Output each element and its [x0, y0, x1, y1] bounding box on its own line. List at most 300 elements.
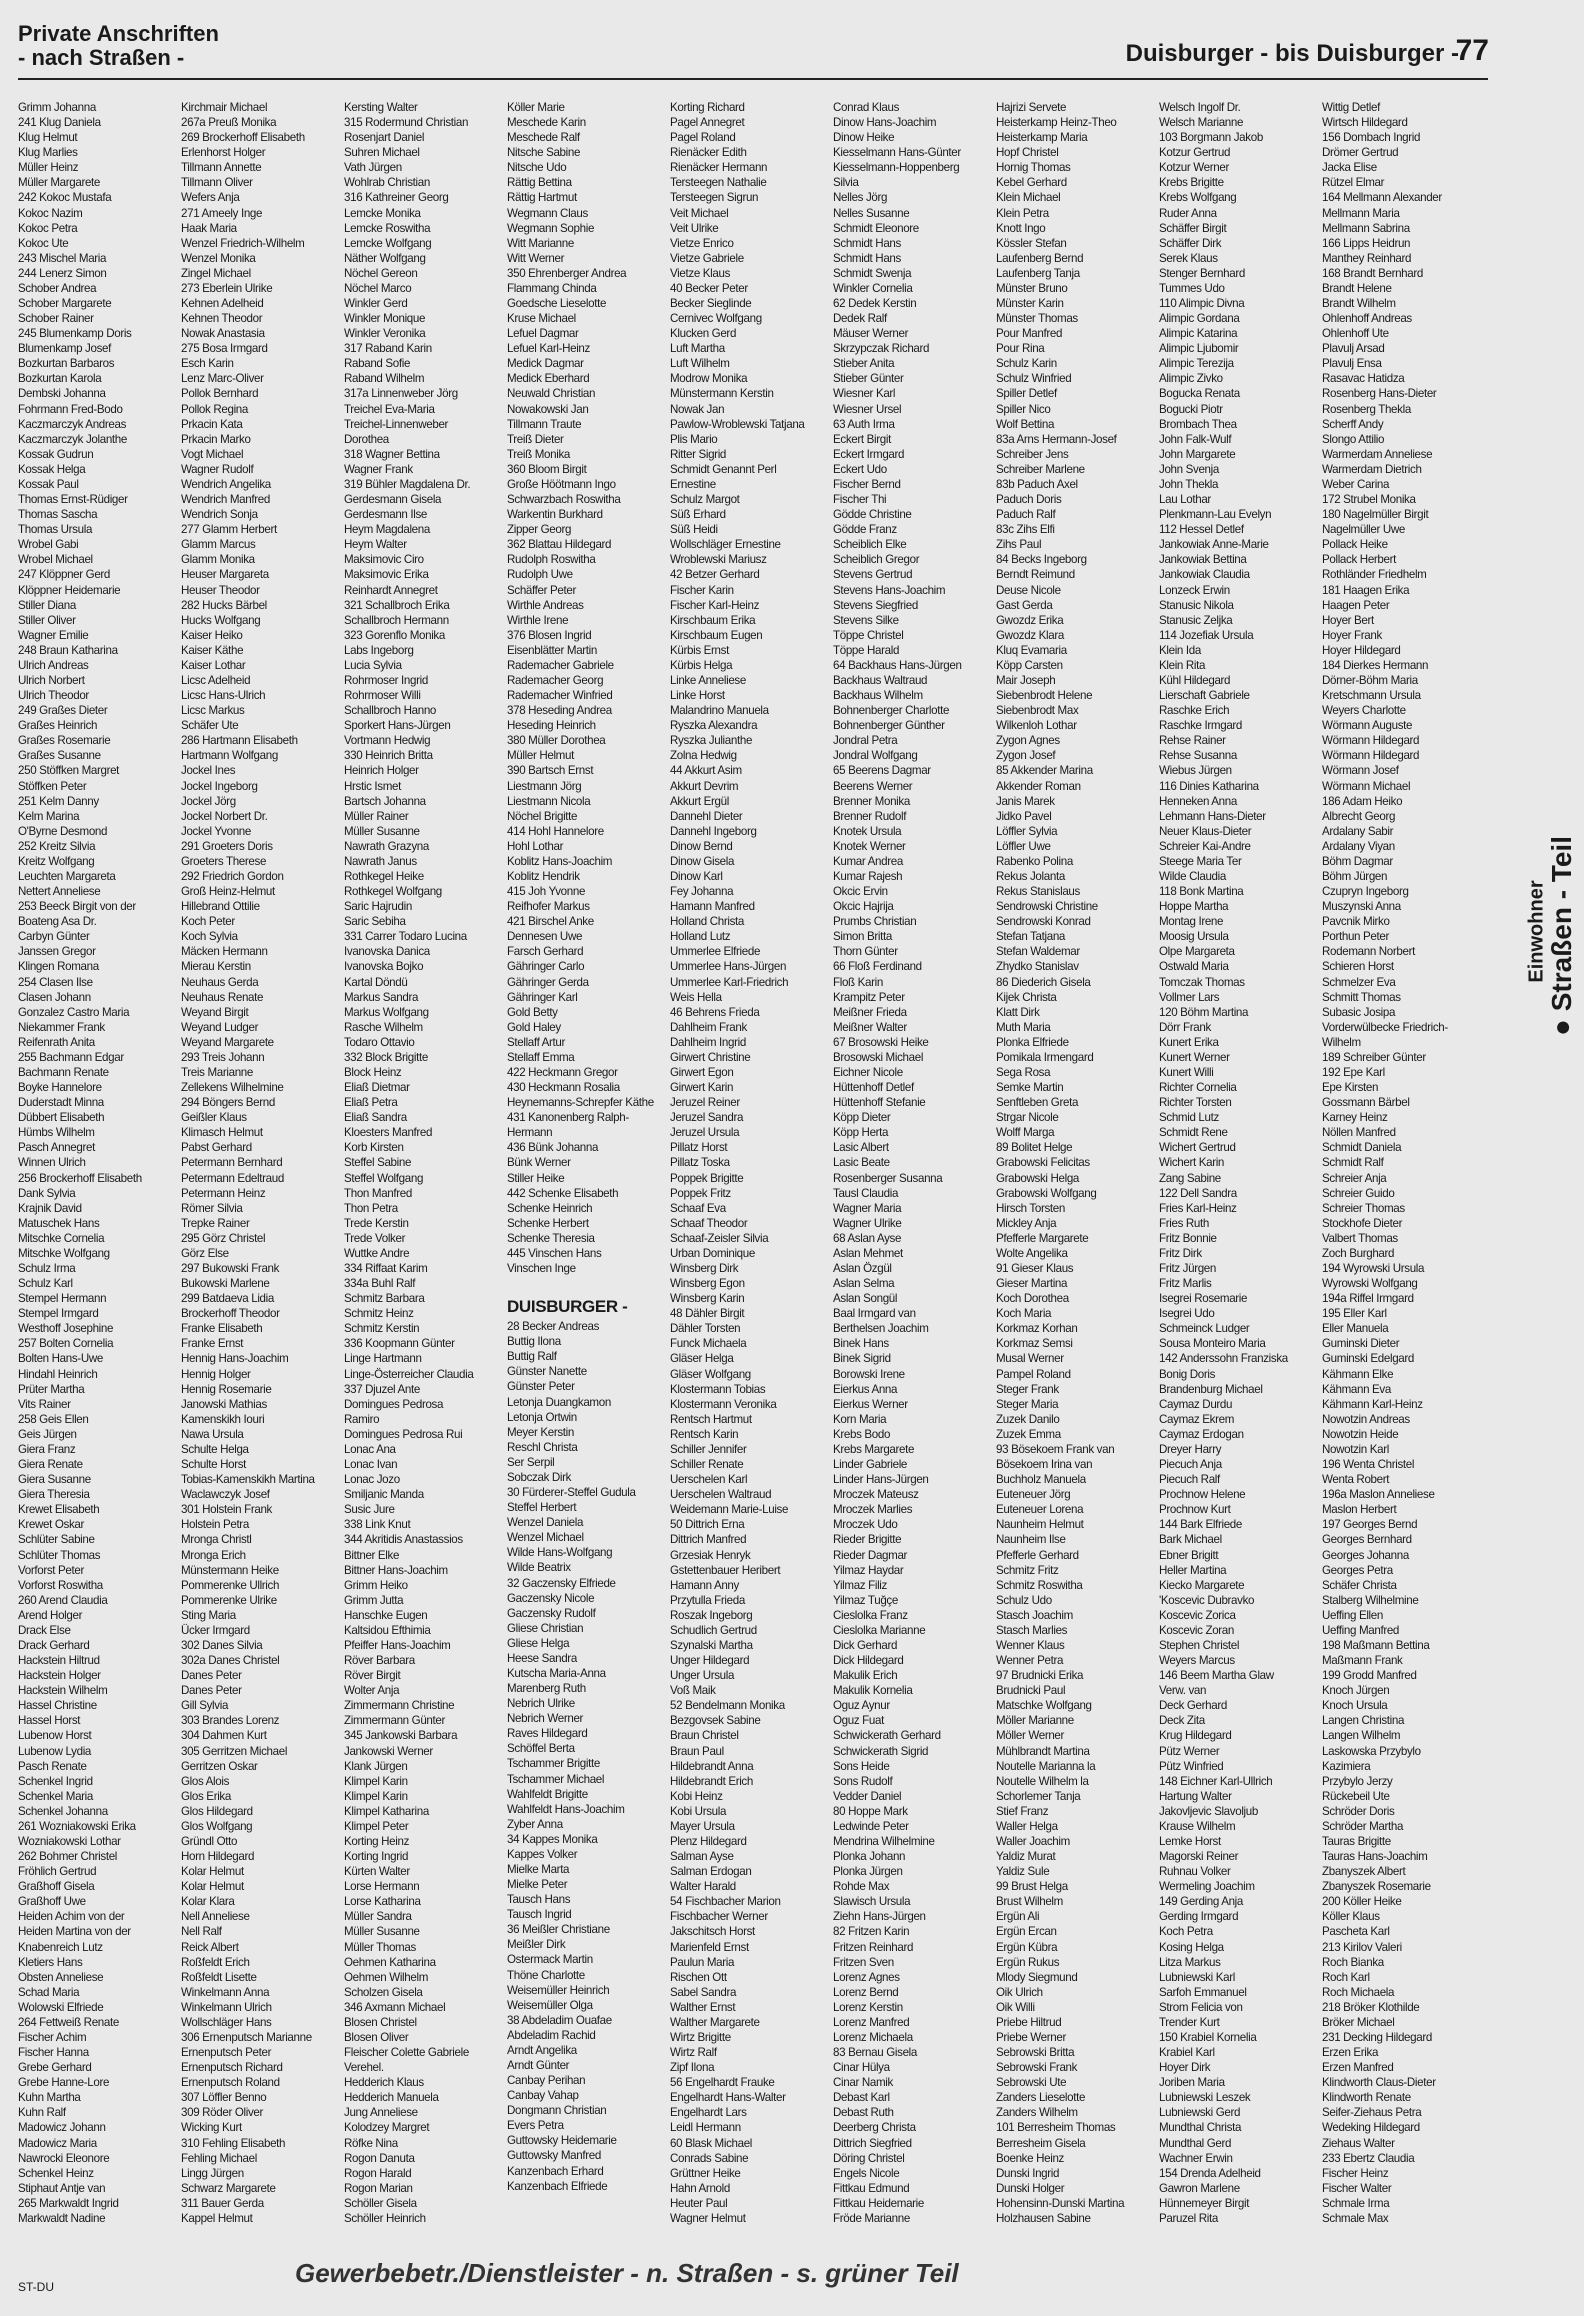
- directory-entry: Koch Sylvia: [181, 930, 238, 944]
- directory-entry: Löffler Sylvia: [996, 824, 1058, 838]
- directory-entry: Heinrich Holger: [344, 764, 419, 778]
- directory-entry: Thon Petra: [344, 1201, 398, 1215]
- directory-entry: Wermeling Joachim: [1159, 1880, 1255, 1894]
- directory-entry: 282 Hucks Bärbel: [181, 598, 267, 612]
- directory-entry: Rehse Rainer: [1159, 734, 1226, 748]
- directory-entry: Subasic Josipa: [1322, 1005, 1396, 1019]
- directory-entry: Oik Willi: [996, 2000, 1035, 2014]
- directory-entry: Mitschke Wolfgang: [18, 1246, 110, 1260]
- directory-entry: 38 Abdeladim Ouafae: [507, 2013, 612, 2027]
- directory-entry: [996, 2226, 1149, 2228]
- directory-entry: 294 Böngers Bernd: [181, 1096, 275, 1110]
- directory-entry: Pommerenke Ulrike: [181, 1593, 277, 1607]
- directory-entry: Zuzek Danilo: [996, 1412, 1060, 1426]
- directory-entry: Ostwald Maria: [1159, 960, 1229, 974]
- directory-entry: Vogt Michael: [181, 447, 244, 461]
- directory-entry: Jockel Norbert Dr.: [181, 809, 268, 823]
- directory-entry: Haak Maria: [181, 221, 237, 235]
- directory-entry: Tobias-Kamenskikh Martina: [181, 1473, 315, 1487]
- side-label: [1512, 780, 1577, 1100]
- directory-entry: Weyand Birgit: [181, 1005, 249, 1019]
- directory-entry: Nowak Anastasia: [181, 327, 265, 341]
- directory-entry: Kolodzey Margret: [344, 2121, 430, 2135]
- directory-entry: Rückebeil Ute: [1322, 1789, 1390, 1803]
- directory-entry: Wörmann Hildegard: [1322, 749, 1420, 763]
- directory-entry: Schmidt Hans: [833, 251, 901, 265]
- directory-entry: Thomas Sascha: [18, 508, 98, 522]
- directory-entry: Lierschaft Gabriele: [1159, 689, 1250, 703]
- directory-entry: Schulz Margot: [670, 493, 740, 507]
- directory-entry: 297 Bukowski Frank: [181, 1262, 280, 1276]
- directory-entry: Bark Michael: [1159, 1533, 1222, 1547]
- directory-entry: Tauras Hans-Joachim: [1322, 1850, 1428, 1864]
- directory-entry: Pavcnik Mirko: [1322, 915, 1390, 929]
- directory-entry: 346 Axmann Michael: [344, 2000, 446, 2014]
- directory-entry: Alimpic Terezija: [1159, 357, 1234, 371]
- directory-entry: 275 Bosa Irmgard: [181, 342, 268, 356]
- directory-entry: Lemcke Roswitha: [344, 221, 431, 235]
- directory-entry: Klindworth Renate: [1322, 2091, 1411, 2105]
- directory-entry: Plonka Jürgen: [833, 1865, 903, 1879]
- directory-entry: Koch Maria: [996, 1307, 1052, 1321]
- directory-entry: Kossak Gudrun: [18, 447, 94, 461]
- directory-entry: Maslon Herbert: [1322, 1503, 1397, 1517]
- directory-entry: Fohrmann Fred-Bodo: [18, 402, 123, 416]
- directory-entry: Geißler Klaus: [181, 1111, 247, 1125]
- directory-entry: Linke Anneliese: [670, 673, 746, 687]
- directory-entry: Licsc Markus: [181, 704, 245, 718]
- directory-entry: Hajrizi Servete: [996, 101, 1067, 114]
- directory-entry: Litza Markus: [1159, 1955, 1221, 1969]
- directory-entry: Braun Paul: [670, 1744, 724, 1758]
- directory-entry: Glamm Marcus: [181, 538, 256, 552]
- directory-entry: Winnen Ulrich: [18, 1156, 86, 1170]
- footer-code: ST-DU: [18, 2280, 54, 2294]
- directory-entry: Waclawczyk Josef: [181, 1488, 270, 1502]
- directory-entry: Wirtz Brigitte: [670, 2031, 731, 2044]
- directory-entry: Korkmaz Korhan: [996, 1322, 1078, 1336]
- directory-entry: Rohrmoser Ingrid: [344, 673, 428, 687]
- directory-entry: Klostermann Veronika: [670, 1397, 777, 1411]
- directory-entry: Reschl Christa: [507, 1440, 578, 1454]
- directory-entry: Tschammer Brigitte: [507, 1757, 600, 1771]
- directory-entry: Girwert Egon: [670, 1066, 734, 1079]
- directory-entry: Roch Michaela: [1322, 1985, 1395, 1999]
- directory-entry: Mielke Marta: [507, 1862, 570, 1876]
- directory-entry: 84 Becks Ingeborg: [996, 553, 1087, 567]
- directory-entry: Aslan Özgül: [833, 1262, 892, 1276]
- directory-entry: Tersteegen Nathalie: [670, 176, 767, 190]
- directory-entry: Grüttner Heike: [670, 2166, 741, 2180]
- directory-entry: 360 Bloom Birgit: [507, 462, 587, 476]
- directory-entry: Dübbert Elisabeth: [18, 1111, 105, 1125]
- directory-entry: Lorse Katharina: [344, 1895, 421, 1909]
- directory-entry: Warmerdam Dietrich: [1322, 462, 1422, 476]
- directory-entry: Trede Kerstin: [344, 1216, 409, 1230]
- directory-entry: Winkler Veronika: [344, 327, 426, 341]
- directory-entry: 430 Heckmann Rosalia: [507, 1081, 620, 1095]
- directory-entry: Girwert Christine: [670, 1050, 751, 1064]
- directory-entry: 261 Wozniakowski Erika: [18, 1819, 136, 1833]
- directory-entry: Neuer Klaus-Dieter: [1159, 824, 1252, 838]
- directory-entry: Fittkau Heidemarie: [833, 2196, 924, 2210]
- directory-entry: Reifenrath Anita: [18, 1035, 95, 1049]
- directory-entry: 317a Linnenweber Jörg: [344, 387, 458, 401]
- directory-entry: Poppek Fritz: [670, 1186, 731, 1200]
- directory-entry: 231 Decking Hildegard: [1322, 2031, 1432, 2044]
- directory-entry: Guttowsky Manfred: [507, 2149, 601, 2163]
- directory-entry: Pasch Annegret: [18, 1141, 95, 1155]
- directory-entry: Brandt Helene: [1322, 281, 1392, 295]
- directory-entry: Glamm Monika: [181, 553, 255, 567]
- directory-entry: Kreitz Wolfgang: [18, 854, 95, 868]
- directory-entry: 150 Krabiel Kornelia: [1159, 2031, 1257, 2044]
- directory-entry: Lubniewski Karl: [1159, 1970, 1235, 1984]
- directory-entry: Lasic Albert: [833, 1141, 889, 1155]
- directory-entry: Gläser Helga: [670, 1352, 734, 1366]
- directory-entry: Winsberg Dirk: [670, 1262, 739, 1276]
- directory-entry: Conrad Klaus: [833, 101, 900, 114]
- directory-entry: Serek Klaus: [1159, 251, 1218, 265]
- directory-entry: Tausch Ingrid: [507, 1908, 572, 1922]
- directory-entry: Gähringer Carlo: [507, 960, 585, 974]
- directory-entry: Jankowiak Bettina: [1159, 553, 1247, 567]
- directory-entry: Raves Hildegard: [507, 1727, 588, 1741]
- directory-entry: Korkmaz Semsi: [996, 1337, 1073, 1351]
- directory-entry: Salman Erdogan: [670, 1865, 752, 1879]
- directory-entry: Rothkegel Heike: [344, 869, 424, 883]
- directory-entry: Mäcken Hermann: [181, 945, 268, 959]
- directory-entry: Mair Joseph: [996, 673, 1056, 687]
- directory-entry: Steger Frank: [996, 1382, 1059, 1396]
- directory-entry: Kaczmarczyk Jolanthe: [18, 432, 127, 446]
- directory-column: [181, 100, 334, 2228]
- directory-entry: Kössler Stefan: [996, 236, 1067, 250]
- directory-entry: Gähringer Gerda: [507, 975, 589, 989]
- directory-entry: Grebe Gerhard: [18, 2061, 92, 2075]
- directory-entry: Klimpel Karin: [344, 1774, 408, 1788]
- directory-entry: Günster Nanette: [507, 1365, 587, 1379]
- directory-entry: Ulrich Theodor: [18, 689, 89, 703]
- directory-entry: Blosen Christel: [344, 2015, 417, 2029]
- directory-entry: Kolar Helmut: [181, 1880, 244, 1894]
- directory-entry: Dennesen Uwe: [507, 930, 583, 944]
- directory-entry: Rosenberger Susanna: [833, 1171, 943, 1185]
- directory-entry: Ziehn Hans-Jürgen: [833, 1910, 926, 1924]
- directory-entry: Lasic Beate: [833, 1156, 890, 1170]
- directory-entry: Petermann Edeltraud: [181, 1171, 284, 1185]
- directory-entry: Franke Ernst: [181, 1337, 244, 1351]
- directory-entry: Holland Lutz: [670, 930, 731, 944]
- directory-entry: Schmitz Roswitha: [996, 1578, 1083, 1592]
- directory-entry: Ummerlee Karl-Friedrich: [670, 975, 789, 989]
- directory-entry: Kebel Gerhard: [996, 176, 1067, 190]
- directory-entry: Priebe Werner: [996, 2031, 1066, 2044]
- directory-entry: [1159, 2226, 1312, 2228]
- directory-entry: Georges Petra: [1322, 1563, 1393, 1577]
- directory-entry: Koscevic Zoran: [1159, 1623, 1234, 1637]
- directory-entry: Kotzur Werner: [1159, 161, 1229, 175]
- directory-entry: 120 Böhm Martina: [1159, 1005, 1249, 1019]
- directory-entry: Ritter Sigrid: [670, 447, 727, 461]
- directory-entry: Wörmann Hildegard: [1322, 734, 1420, 748]
- directory-entry: Rogon Danuta: [344, 2151, 415, 2165]
- directory-entry: 291 Groeters Doris: [181, 839, 273, 853]
- directory-entry: 44 Akkurt Asim: [670, 764, 742, 778]
- directory-entry: Rieder Brigitte: [833, 1533, 902, 1547]
- directory-entry: 362 Blattau Hildegard: [507, 538, 612, 552]
- directory-entry: Kobi Ursula: [670, 1804, 727, 1818]
- directory-entry: 65 Beerens Dagmar: [833, 764, 931, 778]
- directory-entry: Petermann Heinz: [181, 1186, 266, 1200]
- directory-entry: 200 Köller Heike: [1322, 1895, 1402, 1909]
- directory-entry: Dick Hildegard: [833, 1654, 904, 1668]
- directory-entry: Wegmann Sophie: [507, 221, 595, 235]
- directory-entry: Voß Maik: [670, 1684, 716, 1698]
- directory-entry: Lemcke Wolfgang: [344, 236, 432, 250]
- directory-entry: Karney Heinz: [1322, 1111, 1388, 1125]
- directory-entry: Kotzur Gertrud: [1159, 146, 1231, 160]
- directory-entry: Oguz Aynur: [833, 1699, 890, 1713]
- directory-entry: Hermann: [507, 1126, 553, 1140]
- directory-entry: Kersting Walter: [344, 101, 418, 114]
- directory-entry: 68 Aslan Ayse: [833, 1231, 902, 1245]
- directory-entry: 199 Grodd Manfred: [1322, 1669, 1417, 1683]
- directory-entry: Gähringer Karl: [507, 990, 578, 1004]
- directory-entry: Haagen Peter: [1322, 598, 1390, 612]
- directory-entry: Pfefferle Gerhard: [996, 1548, 1079, 1562]
- directory-entry: Piecuch Ralf: [1159, 1473, 1220, 1487]
- directory-entry: Kirchmair Michael: [181, 101, 268, 114]
- directory-entry: Kaltsidou Efthimia: [344, 1623, 431, 1637]
- directory-entry: Klein Ida: [1159, 643, 1201, 657]
- directory-entry: Clasen Johann: [18, 990, 91, 1004]
- directory-entry: Kazimiera: [1322, 1759, 1371, 1773]
- directory-entry: Strom Felicia von: [1159, 2000, 1243, 2014]
- directory-entry: Münster Karin: [996, 297, 1064, 311]
- directory-entry: Tersteegen Sigrun: [670, 191, 759, 205]
- directory-entry: Verw. van: [1159, 1684, 1207, 1698]
- directory-entry: Boenke Heinz: [996, 2151, 1064, 2165]
- directory-entry: Schober Rainer: [18, 312, 94, 326]
- directory-entry: Lubenow Horst: [18, 1729, 92, 1743]
- directory-entry: [833, 2226, 986, 2228]
- directory-entry: Krewet Oskar: [18, 1518, 85, 1532]
- directory-entry: Schreier Guido: [1322, 1186, 1395, 1200]
- directory-entry: Klug Helmut: [18, 131, 78, 145]
- directory-entry: Siebenbrodt Max: [996, 704, 1079, 718]
- directory-entry: Wollschläger Ernestine: [670, 538, 781, 552]
- directory-entry: Lenz Marc-Oliver: [181, 372, 264, 386]
- directory-entry: Schallbroch Hermann: [344, 613, 449, 627]
- directory-entry: Nawrath Grazyna: [344, 839, 429, 853]
- directory-entry: 195 Eller Karl: [1322, 1307, 1387, 1321]
- directory-entry: Buttig Ralf: [507, 1350, 557, 1364]
- directory-entry: Engels Nicole: [833, 2166, 900, 2180]
- directory-entry: Alimpic Katarina: [1159, 327, 1238, 341]
- directory-entry: Vollmer Lars: [1159, 990, 1220, 1004]
- directory-entry: Zygon Josef: [996, 749, 1056, 763]
- directory-entry: 249 Graßes Dieter: [18, 704, 108, 718]
- directory-entry: Eller Manuela: [1322, 1322, 1389, 1336]
- directory-entry: Ergün Kübra: [996, 1940, 1058, 1954]
- directory-entry: 144 Bark Elfriede: [1159, 1518, 1242, 1532]
- directory-entry: 'Koscevic Dubravko: [1159, 1593, 1255, 1607]
- directory-entry: Rudolph Uwe: [507, 568, 573, 582]
- directory-entry: Schwarzbach Roswitha: [507, 493, 621, 507]
- directory-entry: Lubniewski Leszek: [1159, 2091, 1251, 2105]
- directory-entry: Boateng Asa Dr.: [18, 915, 97, 929]
- directory-entry: Waller Helga: [996, 1819, 1058, 1833]
- directory-entry: 82 Fritzen Karin: [833, 1925, 910, 1939]
- directory-entry: Koch Petra: [1159, 1925, 1213, 1939]
- directory-entry: Laufenberg Tanja: [996, 266, 1080, 280]
- directory-entry: Valbert Thomas: [1322, 1231, 1398, 1245]
- directory-entry: Stenger Bernhard: [1159, 266, 1245, 280]
- directory-entry: Pampel Roland: [996, 1367, 1071, 1381]
- directory-entry: Reinhardt Annegret: [344, 583, 438, 597]
- directory-entry: Linder Hans-Jürgen: [833, 1473, 929, 1487]
- directory-entry: Skrzypczak Richard: [833, 342, 930, 356]
- directory-entry: Uerschelen Karl: [670, 1473, 748, 1487]
- directory-entry: Fritzen Reinhard: [833, 1940, 914, 1954]
- directory-entry: Schöller Heinrich: [344, 2211, 426, 2225]
- directory-entry: Wahlfeldt Hans-Joachim: [507, 1802, 625, 1816]
- directory-entry: Eliaß Sandra: [344, 1111, 407, 1125]
- directory-entry: Ryszka Alexandra: [670, 719, 758, 733]
- directory-entry: Lubniewski Gerd: [1159, 2106, 1241, 2120]
- directory-entry: 431 Kanonenberg Ralph-: [507, 1111, 629, 1125]
- directory-entry: 83 Bernau Gisela: [833, 2046, 917, 2060]
- directory-entry: 244 Lenerz Simon: [18, 266, 107, 280]
- directory-entry: Meißler Dirk: [507, 1938, 566, 1952]
- directory-entry: Kaiser Lothar: [181, 658, 246, 672]
- directory-entry: Kartal Döndü: [344, 975, 408, 989]
- directory-entry: Wirthle Irene: [507, 613, 569, 627]
- directory-entry: Plavulj Arsad: [1322, 342, 1385, 356]
- directory-entry: Stiphaut Antje van: [18, 2181, 106, 2195]
- directory-entry: Pour Manfred: [996, 327, 1063, 341]
- directory-entry: Mundthal Christa: [1159, 2121, 1242, 2135]
- directory-entry: Caymaz Durdu: [1159, 1397, 1233, 1411]
- directory-entry: 257 Bolten Cornelia: [18, 1337, 114, 1351]
- directory-entry: Lorenz Michaela: [833, 2031, 913, 2044]
- directory-entry: 194 Wyrowski Ursula: [1322, 1262, 1425, 1276]
- directory-entry: Lubenow Lydia: [18, 1744, 92, 1758]
- directory-entry: 62 Dedek Kerstin: [833, 297, 917, 311]
- directory-entry: Kosing Helga: [1159, 1940, 1224, 1954]
- directory-entry: Kelm Marina: [18, 809, 80, 823]
- directory-entry: Boyke Hannelore: [18, 1081, 102, 1095]
- directory-entry: 422 Heckmann Gregor: [507, 1066, 618, 1079]
- directory-entry: Nowakowski Jan: [507, 402, 589, 416]
- directory-entry: Ruder Anna: [1159, 206, 1217, 220]
- directory-entry: 196a Maslon Anneliese: [1322, 1488, 1435, 1502]
- directory-entry: Heseding Heinrich: [507, 719, 596, 733]
- directory-entry: Goedsche Lieselotte: [507, 297, 607, 311]
- directory-entry: Petermann Bernhard: [181, 1156, 283, 1170]
- directory-entry: Deuse Nicole: [996, 583, 1061, 597]
- directory-entry: Linder Gabriele: [833, 1458, 908, 1472]
- directory-entry: 172 Strubel Monika: [1322, 493, 1416, 507]
- directory-entry: Medick Dagmar: [507, 357, 584, 371]
- directory-entry: 168 Brandt Bernhard: [1322, 266, 1423, 280]
- directory-entry: Markus Wolfgang: [344, 1005, 429, 1019]
- directory-entry: Plis Mario: [670, 432, 718, 446]
- directory-entry: Plenkmann-Lau Evelyn: [1159, 508, 1272, 522]
- directory-entry: 345 Jankowski Barbara: [344, 1729, 458, 1743]
- directory-entry: Heuter Paul: [670, 2196, 728, 2210]
- directory-entry: Ernenputsch Peter: [181, 2046, 272, 2060]
- directory-entry: Hoyer Dirk: [1159, 2061, 1211, 2075]
- directory-entry: Kappel Helmut: [181, 2211, 253, 2225]
- directory-entry: Fischer Thi: [833, 493, 887, 507]
- directory-entry: Köller Klaus: [1322, 1910, 1380, 1924]
- directory-entry: Fritz Dirk: [1159, 1246, 1202, 1260]
- directory-entry: Döring Christel: [833, 2151, 905, 2165]
- directory-entry: Stief Franz: [996, 1804, 1049, 1818]
- directory-entry: 330 Heinrich Britta: [344, 749, 433, 763]
- directory-entry: [507, 1276, 660, 1291]
- directory-entry: 304 Dahmen Kurt: [181, 1729, 267, 1743]
- directory-entry: Wirtsch Hildegard: [1322, 116, 1408, 130]
- directory-entry: 196 Wenta Christel: [1322, 1458, 1415, 1472]
- directory-entry: Westhoff Josephine: [18, 1322, 114, 1336]
- directory-entry: Schad Maria: [18, 1985, 80, 1999]
- directory-entry: Heuser Margareta: [181, 568, 269, 582]
- directory-entry: Grabowski Felicitas: [996, 1156, 1090, 1170]
- directory-entry: Pollack Herbert: [1322, 553, 1397, 567]
- directory-entry: Muszynski Anna: [1322, 900, 1401, 914]
- directory-entry: 318 Wagner Bettina: [344, 447, 440, 461]
- directory-entry: Wagner Helmut: [670, 2211, 746, 2225]
- directory-entry: Euteneuer Lorena: [996, 1503, 1084, 1517]
- directory-entry: Rudolph Roswitha: [507, 553, 596, 567]
- directory-entry: Nöchel Gereon: [344, 266, 418, 280]
- directory-entry: Kaiser Heiko: [181, 628, 243, 642]
- directory-entry: Akkurt Ergül: [670, 794, 729, 808]
- directory-entry: Hennig Hans-Joachim: [181, 1352, 289, 1366]
- directory-entry: Schlüter Sabine: [18, 1533, 95, 1547]
- directory-entry: Unger Ursula: [670, 1669, 735, 1683]
- directory-entry: Schwickerath Sigrid: [833, 1744, 929, 1758]
- directory-entry: Müller Helmut: [507, 749, 574, 763]
- directory-entry: Fritz Marlis: [1159, 1277, 1212, 1291]
- directory-entry: Zipf Ilona: [670, 2061, 715, 2075]
- directory-entry: Hindahl Heinrich: [18, 1367, 98, 1381]
- directory-entry: Fries Karl-Heinz: [1159, 1201, 1237, 1215]
- directory-entry: Yaldiz Murat: [996, 1850, 1056, 1864]
- directory-entry: Leidl Hermann: [670, 2121, 741, 2135]
- directory-entry: Nebrich Werner: [507, 1712, 584, 1726]
- directory-entry: Slawisch Ursula: [833, 1895, 911, 1909]
- directory-entry: 250 Stöffken Margret: [18, 764, 120, 778]
- directory-entry: Fehling Michael: [181, 2151, 257, 2165]
- directory-entry: Weyand Margarete: [181, 1035, 274, 1049]
- directory-entry: Brandt Wilhelm: [1322, 297, 1396, 311]
- directory-entry: Dedek Ralf: [833, 312, 887, 326]
- directory-entry: Spiller Detlef: [996, 387, 1057, 401]
- directory-entry: Hirsch Torsten: [996, 1201, 1065, 1215]
- directory-entry: Baal Irmgard van: [833, 1307, 916, 1321]
- directory-entry: Witt Werner: [507, 251, 565, 265]
- directory-entry: Dembski Johanna: [18, 387, 106, 401]
- directory-entry: 242 Kokoc Mustafa: [18, 191, 112, 205]
- directory-entry: Caymaz Ekrem: [1159, 1412, 1235, 1426]
- directory-entry: Bohnenberger Günther: [833, 719, 945, 733]
- directory-entry: Lorenz Bernd: [833, 1985, 899, 1999]
- directory-entry: Klucken Gerd: [670, 327, 737, 341]
